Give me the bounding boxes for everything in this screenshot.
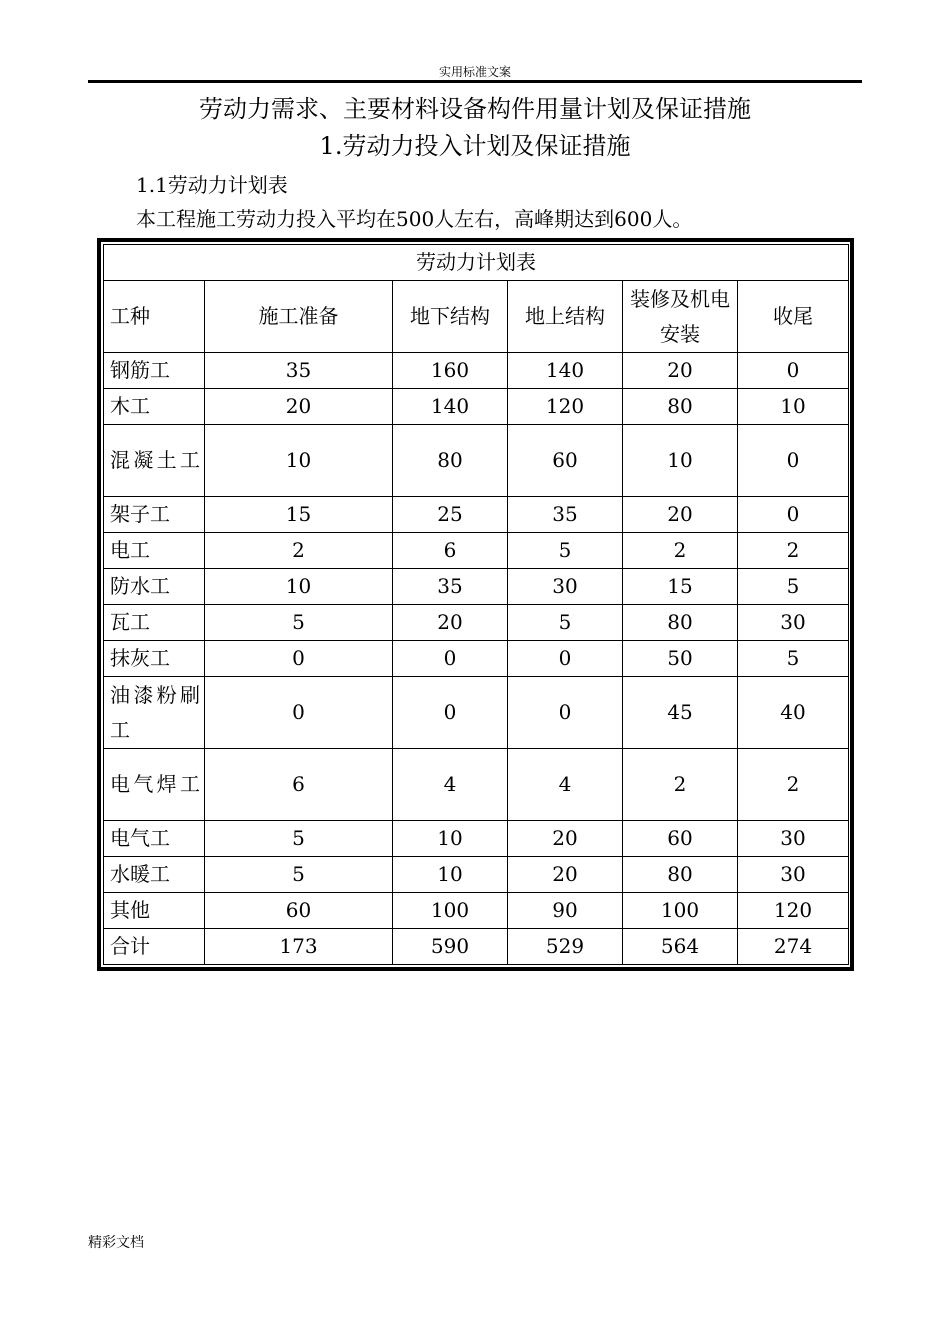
column-header: 工种 xyxy=(104,281,205,353)
page-header: 实用标准文案 xyxy=(438,65,511,79)
value-cell: 160 xyxy=(393,353,508,389)
page-footer: 精彩文档 xyxy=(88,1235,144,1251)
table-row xyxy=(104,641,849,677)
value-cell: 6 xyxy=(205,749,393,821)
table-row xyxy=(104,749,849,821)
header-rule xyxy=(88,80,862,83)
value-cell: 35 xyxy=(393,569,508,605)
trade-cell: 防水工 xyxy=(104,569,205,605)
value-cell: 25 xyxy=(393,497,508,533)
trade-cell: 其他 xyxy=(104,893,205,929)
value-cell: 2 xyxy=(623,749,738,821)
value-cell: 45 xyxy=(623,677,738,749)
value-cell: 60 xyxy=(205,893,393,929)
value-cell: 0 xyxy=(205,641,393,677)
value-cell: 5 xyxy=(738,569,849,605)
table-row xyxy=(104,497,849,533)
trade-cell: 架子工 xyxy=(104,497,205,533)
trade-cell: 混凝土工 xyxy=(104,425,205,497)
value-cell: 4 xyxy=(393,749,508,821)
value-cell: 20 xyxy=(508,821,623,857)
table-row xyxy=(104,893,849,929)
trade-cell: 电工 xyxy=(104,533,205,569)
value-cell: 140 xyxy=(393,389,508,425)
trade-cell: 电气焊工 xyxy=(104,749,205,821)
value-cell: 0 xyxy=(508,641,623,677)
column-header: 地上结构 xyxy=(508,281,623,353)
value-cell: 80 xyxy=(623,605,738,641)
table-row xyxy=(104,533,849,569)
value-cell: 5 xyxy=(205,857,393,893)
value-cell: 15 xyxy=(623,569,738,605)
value-cell: 60 xyxy=(508,425,623,497)
value-cell: 0 xyxy=(393,641,508,677)
value-cell: 10 xyxy=(623,425,738,497)
value-cell: 0 xyxy=(205,677,393,749)
labor-plan-table-frame xyxy=(97,238,854,971)
value-cell: 50 xyxy=(623,641,738,677)
table-row xyxy=(104,857,849,893)
labor-plan-table xyxy=(103,244,849,965)
value-cell: 2 xyxy=(205,533,393,569)
value-cell: 20 xyxy=(393,605,508,641)
table-caption: 劳动力计划表 xyxy=(104,245,849,281)
value-cell: 6 xyxy=(393,533,508,569)
value-cell: 5 xyxy=(205,821,393,857)
value-cell: 5 xyxy=(205,605,393,641)
value-cell: 20 xyxy=(623,353,738,389)
column-header: 施工准备 xyxy=(205,281,393,353)
value-cell: 100 xyxy=(393,893,508,929)
value-cell: 15 xyxy=(205,497,393,533)
trade-cell: 电气工 xyxy=(104,821,205,857)
trade-cell: 水暖工 xyxy=(104,857,205,893)
value-cell: 5 xyxy=(738,641,849,677)
document-title: 劳动力需求、主要材料设备构件用量计划及保证措施 xyxy=(199,95,751,123)
trade-cell: 油漆粉刷工 xyxy=(104,677,205,749)
value-cell: 40 xyxy=(738,677,849,749)
value-cell: 4 xyxy=(508,749,623,821)
value-cell: 80 xyxy=(623,389,738,425)
value-cell: 80 xyxy=(393,425,508,497)
table-row xyxy=(104,425,849,497)
value-cell: 5 xyxy=(508,605,623,641)
value-cell: 30 xyxy=(738,821,849,857)
value-cell: 10 xyxy=(393,857,508,893)
trade-cell: 木工 xyxy=(104,389,205,425)
value-cell: 590 xyxy=(393,929,508,965)
value-cell: 10 xyxy=(205,569,393,605)
value-cell: 20 xyxy=(623,497,738,533)
value-cell: 0 xyxy=(738,497,849,533)
value-cell: 564 xyxy=(623,929,738,965)
value-cell: 20 xyxy=(508,857,623,893)
column-header: 地下结构 xyxy=(393,281,508,353)
value-cell: 0 xyxy=(738,353,849,389)
table-row xyxy=(104,677,849,749)
value-cell: 2 xyxy=(623,533,738,569)
value-cell: 274 xyxy=(738,929,849,965)
value-cell: 30 xyxy=(508,569,623,605)
value-cell: 35 xyxy=(508,497,623,533)
table-row xyxy=(104,929,849,965)
value-cell: 10 xyxy=(393,821,508,857)
column-header: 收尾 xyxy=(738,281,849,353)
value-cell: 2 xyxy=(738,749,849,821)
trade-cell: 钢筋工 xyxy=(104,353,205,389)
value-cell: 140 xyxy=(508,353,623,389)
value-cell: 30 xyxy=(738,605,849,641)
table-row xyxy=(104,821,849,857)
table-row xyxy=(104,353,849,389)
table-row xyxy=(104,605,849,641)
body-paragraph: 本工程施工劳动力投入平均在500人左右，高峰期达到600人。 xyxy=(136,207,693,231)
value-cell: 2 xyxy=(738,533,849,569)
value-cell: 173 xyxy=(205,929,393,965)
value-cell: 529 xyxy=(508,929,623,965)
value-cell: 10 xyxy=(738,389,849,425)
value-cell: 20 xyxy=(205,389,393,425)
value-cell: 0 xyxy=(738,425,849,497)
value-cell: 35 xyxy=(205,353,393,389)
subsection-heading: 1.1劳动力计划表 xyxy=(136,173,288,197)
column-header: 装修及机电安装 xyxy=(623,281,738,353)
value-cell: 5 xyxy=(508,533,623,569)
value-cell: 0 xyxy=(508,677,623,749)
value-cell: 120 xyxy=(508,389,623,425)
trade-cell: 合计 xyxy=(104,929,205,965)
table-row xyxy=(104,389,849,425)
value-cell: 0 xyxy=(393,677,508,749)
value-cell: 90 xyxy=(508,893,623,929)
section-heading: 1.劳动力投入计划及保证措施 xyxy=(319,132,631,160)
value-cell: 100 xyxy=(623,893,738,929)
table-row xyxy=(104,569,849,605)
trade-cell: 抹灰工 xyxy=(104,641,205,677)
trade-cell: 瓦工 xyxy=(104,605,205,641)
value-cell: 80 xyxy=(623,857,738,893)
value-cell: 10 xyxy=(205,425,393,497)
value-cell: 120 xyxy=(738,893,849,929)
value-cell: 60 xyxy=(623,821,738,857)
value-cell: 30 xyxy=(738,857,849,893)
